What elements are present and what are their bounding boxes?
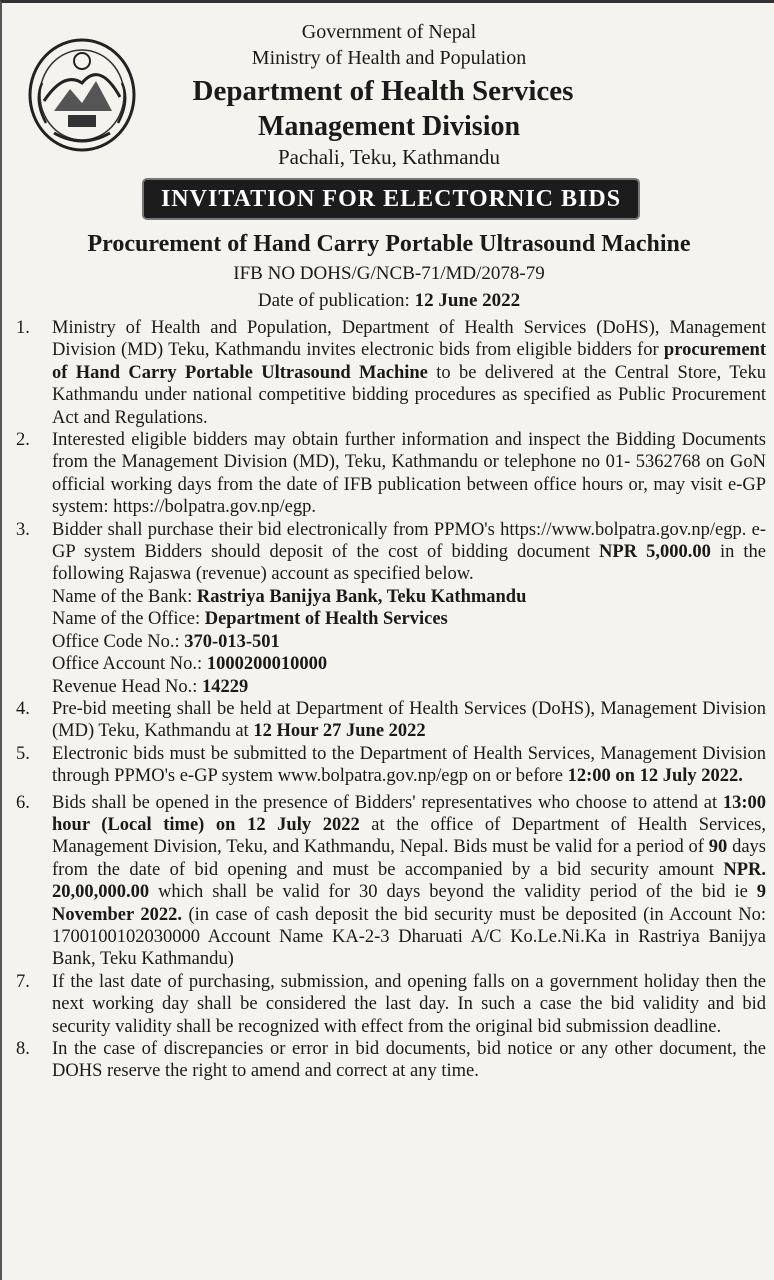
list-item: 8. In the case of discrepancies or error in bid documents, bid notice or any other document, the DOHS reserve the right to amend and correct at any time. — [16, 1039, 766, 1082]
list-item: 6. Bids shall be opened in the presence of Bidders' representatives who choose to attend at 13:00 hour (Local time) on 12 July 2022 at the office of Department of Health Services, Management Division, Teku, and Kathmandu, Nepal. Bids must be valid for a period of 90 days from the date of bid opening and must be accompanied by a bid security amount NPR. 20,00,000.00 which shall be valid for 30 days beyond the validity period of the bid ie 9 November 2022. (in case of cash deposit the bid security must be deposited (in Account No: 1700100102030000 Account Name KA-2-3 Dharuati A/C Ko.Le.Ni.Ka in Rastriya Banijya Bank, Teku Kathmandu) — [16, 792, 766, 970]
office-name: Name of the Office: Department of Health Services — [52, 609, 448, 630]
header-division: Management Division — [257, 111, 521, 142]
notice-subject: Procurement of Hand Carry Portable Ultrasound Machine — [87, 231, 691, 257]
list-item: 1. Ministry of Health and Population, Department of Health Services (DoHS), Management Division (MD) Teku, Kathmandu invites electronic bids from eligible bidders for procurement of Hand Carry Portable Ultrasound Machine to be delivered at the Central Store, Teku Kathmandu under national competitive bidding procedures as specified as Public Procurement Act and Regulations. — [16, 318, 766, 428]
header-address: Pachali, Teku, Kathmandu — [277, 145, 501, 169]
list-item: 4. Pre-bid meeting shall be held at Department of Health Services (DoHS), Management Division (MD) Teku, Kathmandu at 12 Hour 27 June 2022 — [16, 698, 766, 742]
office-account: Office Account No.: 1000200010000 — [52, 654, 328, 675]
bank-name: Name of the Bank: Rastriya Banijya Bank, Teku Kathmandu — [52, 586, 527, 607]
list-item: 3. Bidder shall purchase their bid electronically from PPMO's https://www.bolpatra.gov.np/egp. e-GP system Bidders should deposit of the cost of bidding document NPR 5,000.00 in the following Rajaswa (revenue) account as specified below. Name of the Bank: Rastriya Banijya Bank, Teku Kathmandu Name of the Office: Department of Health Services Office Code No.: 370-013-501 Office Account No.: 1000200010000 Revenue Head No.: 14229 — [16, 519, 766, 697]
list-item: 5. Electronic bids must be submitted to the Department of Health Services, Management Division through PPMO's e-GP system www.bolpatra.gov.np/egp on or before 12:00 on 12 July 2022. — [16, 743, 766, 787]
notice-banner: INVITATION FOR ELECTORNIC BIDS — [144, 180, 638, 218]
office-code: Office Code No.: 370-013-501 — [52, 631, 280, 652]
bank-details — [52, 586, 766, 698]
list-item: 7. If the last date of purchasing, submission, and opening falls on a government holiday then the next working day shall be considered the last day. In such a case the bid validity and bid security validity shall be recognized with effect from the original bid submission deadline. — [16, 971, 766, 1037]
header-ministry: Ministry of Health and Population — [251, 47, 527, 69]
revenue-head: Revenue Head No.: 14229 — [52, 676, 249, 697]
publication-date: Date of publication: 12 June 2022 — [257, 290, 521, 311]
ifb-number: IFB NO DOHS/G/NCB-71/MD/2078-79 — [233, 263, 545, 284]
header-department: Department of Health Services — [192, 75, 574, 107]
list-item: 2. Interested eligible bidders may obtain further information and inspect the Bidding Documents from the Management Division (MD), Teku, Kathmandu or telephone no 01- 5362768 on GoN official working days from the date of IFB publication between office hours or, may visit e-GP system: https://bolpatra.gov.np/egp. — [16, 430, 766, 518]
header-government: Government of Nepal — [301, 21, 477, 43]
notice-items — [16, 317, 766, 1083]
